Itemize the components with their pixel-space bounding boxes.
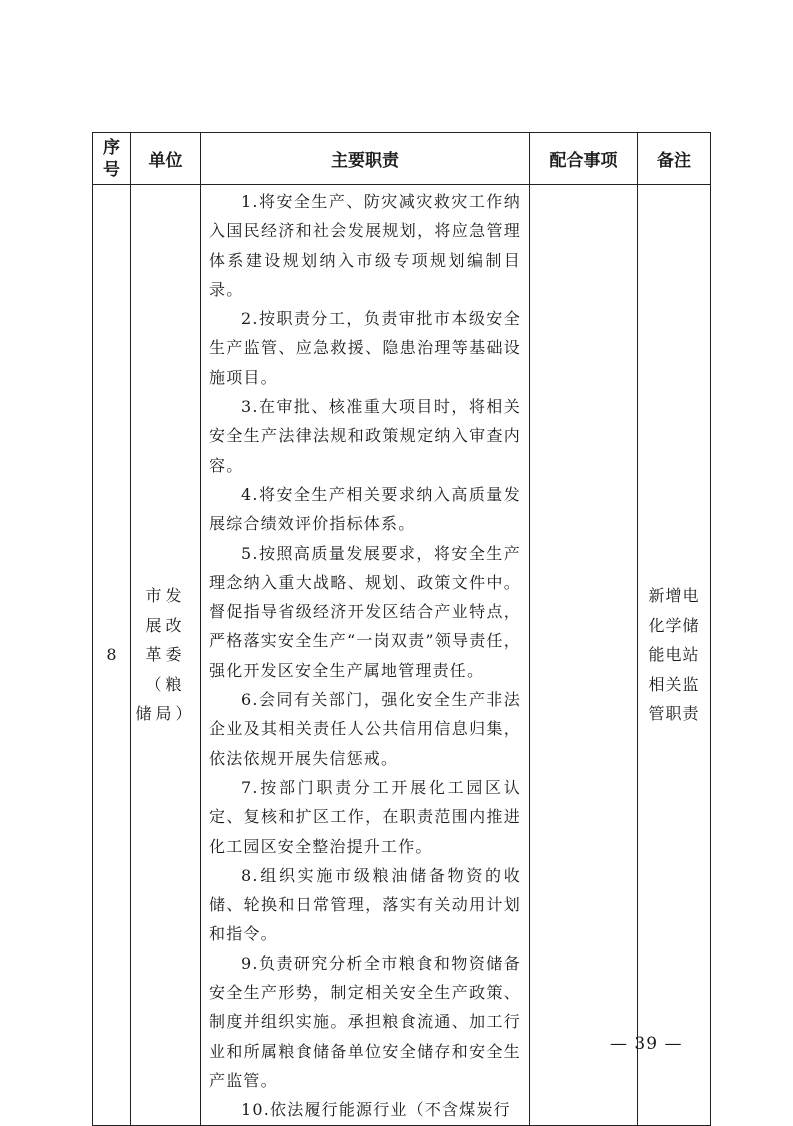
duty-item: 4.将安全生产相关要求纳入高质量发展综合绩效评价指标体系。 [209,484,521,534]
remark-line: 管职责 [648,704,700,723]
duty-item: 3.在审批、核准重大项目时，将相关安全生产法律法规和政策规定纳入审查内容。 [209,397,521,475]
duty-table [92,132,711,1126]
row-cooperation [530,185,638,1126]
remark-line: 新增电 [648,586,700,605]
header-seq-line2: 号 [103,159,120,180]
unit-line: 市发 [145,586,186,605]
unit-line: 展改 [145,615,186,635]
header-seq [93,133,131,185]
duty-item: 7.按部门职责分工开展化工园区认定、复核和扩区工作，在职责范围内推进化工园区安全整治提升工作。 [209,777,521,856]
duty-item: 1.将安全生产、防灾减灾救灾工作纳入国民经济和社会发展规划，将应急管理体系建设规划纳入市级专项规划编制目录。 [209,192,521,299]
remark-line: 化学储 [648,615,700,635]
duty-item: 2.按职责分工，负责审批市本级安全生产监管、应急救援、隐患治理等基础设施项目。 [209,309,521,387]
unit-line: 储局） [135,704,196,723]
remark-line: 能电站 [648,645,700,664]
duty-item: 6.会同有关部门，强化安全生产非法企业及其相关责任人公共信用信息归集，依法依规开展失信惩戒。 [209,690,521,768]
duty-item: 9.负责研究分析全市粮食和物资储备安全生产形势，制定相关安全生产政策、制度并组织实施。承担粮食流通、加工行业和所属粮食储备单位安全储存和安全生产监管。 [209,953,521,1090]
duty-item: 8.组织实施市级粮油储备物资的收储、轮换和日常管理，落实有关动用计划和指令。 [209,865,521,944]
unit-line: （粮 [145,674,186,694]
table-row [93,185,711,1126]
remark-line: 相关监 [648,674,700,694]
header-seq-line1: 序 [103,137,120,158]
page-number: — 39 — [610,1034,683,1054]
row-remarks [638,185,711,1126]
duty-item: 5.按照高质量发展要求，将安全生产理念纳入重大战略、规划、政策文件中。督促指导省级经济开发区结合产业特点，严格落实安全生产“一岗双责”领导责任，强化开发区安全生产属地管理责任。 [209,543,521,680]
row-seq: 8 [93,185,131,1126]
row-duties [201,185,530,1126]
row-unit [131,185,201,1126]
table-header-row [93,133,711,185]
unit-line: 革委 [145,645,186,664]
header-duties: 主要职责 [201,133,530,185]
header-cooperation: 配合事项 [530,133,638,185]
header-unit: 单位 [131,133,201,185]
header-remarks: 备注 [638,133,711,185]
duty-item: 10.依法履行能源行业（不含煤炭行 [241,1100,511,1120]
